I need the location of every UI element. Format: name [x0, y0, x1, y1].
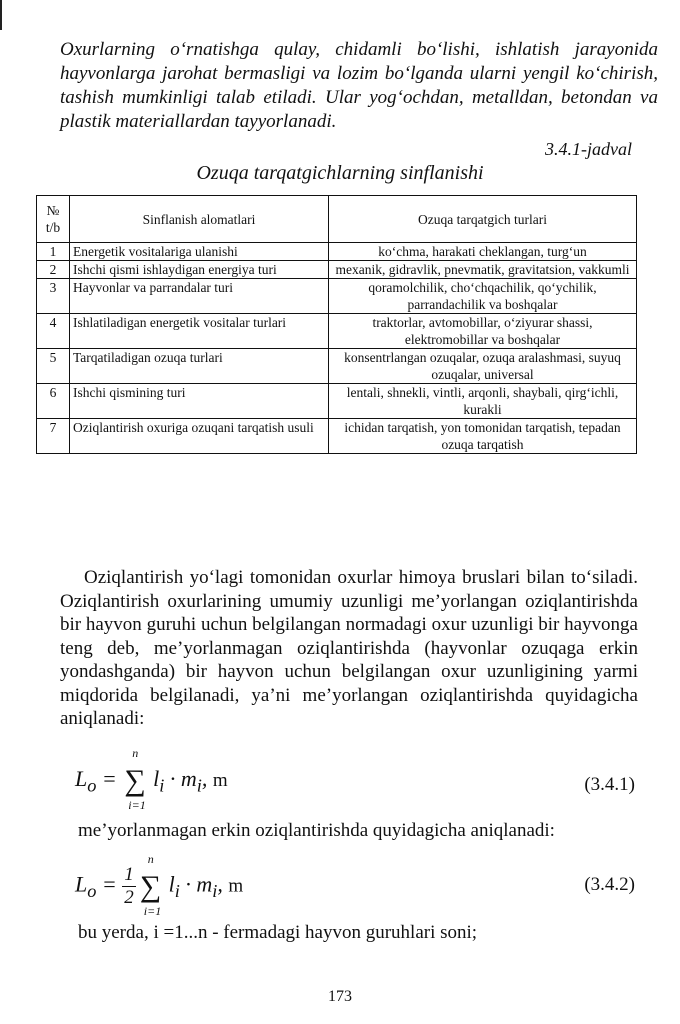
page-edge-mark [0, 0, 2, 30]
row-types: ko‘chma, harakati cheklangan, turg‘un [329, 243, 637, 261]
formula-3-4-1 [75, 746, 635, 822]
middle-line: me’yorlanmagan erkin oziqlantirishda quyidagicha aniqlanadi: [78, 820, 555, 841]
sum-upper-limit: n [132, 746, 139, 760]
row-feature: Hayvonlar va parrandalar turi [70, 279, 329, 314]
sum-upper-limit: n [147, 851, 154, 866]
row-feature: Ishlatiladigan energetik vositalar turlari [70, 314, 329, 349]
row-feature: Tarqatiladigan ozuqa turlari [70, 349, 329, 384]
table-header-row [37, 196, 637, 243]
row-types: mexanik, gidravlik, pnevmatik, gravitatsion, vakkumli [329, 261, 637, 279]
formula-number: (3.4.1) [584, 774, 635, 795]
classification-table [36, 195, 637, 454]
row-number: 5 [37, 349, 70, 384]
row-feature: Oziqlantirish oxuriga ozuqani tarqatish usuli [70, 419, 329, 454]
row-feature: Ishchi qismining turi [70, 384, 329, 419]
last-line: bu yerda, i =1...n - fermadagi hayvon guruhlari soni; [78, 922, 478, 943]
header-types: Ozuqa tarqatgich turlari [329, 196, 637, 243]
table-row [37, 384, 637, 419]
fraction-numerator: 1 [124, 864, 134, 885]
formula-unit: m [212, 770, 228, 792]
intro-paragraph [60, 38, 658, 134]
row-number: 2 [37, 261, 70, 279]
table-row [37, 314, 637, 349]
row-feature: Ishchi qismi ishlaydigan energiya turi [70, 261, 329, 279]
row-number: 1 [37, 243, 70, 261]
formula-unit: m [228, 875, 244, 897]
row-types: qoramolchilik, cho‘chqachilik, qo‘ychilik, parrandachilik va boshqalar [329, 279, 637, 314]
row-types: lentali, shnekli, vintli, arqonli, shaybali, qirg‘ichli, kurakli [329, 384, 637, 419]
row-number: 7 [37, 419, 70, 454]
row-number: 6 [37, 384, 70, 419]
row-feature: Energetik vositalariga ulanishi [70, 243, 329, 261]
page-number: 173 [328, 988, 352, 1005]
intro-text: Oxurlarning o‘rnatishga qulay, chidamli bo‘lishi, ishlatish jarayonida hayvonlarga jarohat bermasligi va lozim bo‘lganda ularni yengil ko‘chirish, tashish mumkinligi talab etiladi. Ular yog‘ochdan, metalldan, betondan va plastik materiallardan tayyorlanadi. [60, 39, 658, 132]
table-number: 3.4.1-jadval [545, 139, 632, 159]
table-row [37, 349, 637, 384]
header-number: № t/b [37, 196, 70, 243]
table-row [37, 419, 637, 454]
table-row [37, 261, 637, 279]
header-feature: Sinflanish alomatlari [70, 196, 329, 243]
row-types: ichidan tarqatish, yon tomonidan tarqatish, tepadan ozuqa tarqatish [329, 419, 637, 454]
row-number: 4 [37, 314, 70, 349]
row-number: 3 [37, 279, 70, 314]
row-types: konsentrlangan ozuqalar, ozuqa aralashmasi, suyuq ozuqalar, universal [329, 349, 637, 384]
sum-lower-limit: i=1 [128, 798, 146, 812]
formula-expression: $L_o$ = $\frac{1}{2}$ ∑ n i=1 $l_i \cdot m_i$, m [75, 851, 244, 918]
formula-number: (3.4.2) [584, 874, 635, 895]
body-paragraph [60, 566, 638, 731]
fraction-denominator: 2 [124, 887, 134, 908]
table-row [37, 279, 637, 314]
table-title: Ozuqa tarqatgichlarning sinflanishi [196, 162, 484, 184]
formula-expression: $L_o$ = ∑ n i=1 $l_i \cdot m_i$, m [75, 746, 228, 812]
sum-lower-limit: i=1 [143, 903, 162, 918]
row-types: traktorlar, avtomobillar, o‘ziyurar shassi, elektromobillar va boshqalar [329, 314, 637, 349]
sum-symbol: ∑ n i=1 [124, 746, 146, 812]
formula-3-4-2 [75, 852, 635, 922]
body-text: Oziqlantirish yo‘lagi tomonidan oxurlar himoya bruslari bilan to‘siladi. Oziqlantirish oxurlarining umumiy uzunligi me’yorlangan oziqlantirishda bir hayvon guruhi uchun belgilangan normadagi oxur uzunligi bir hayvonga teng deb, me’yorlanmagan oziqlantirishda (hayvonlar ozuqaga erkin yondashganda) bir hayvon uchun belgilangan oxur uzunligining yarmi miqdorida belgilanadi, ya’ni me’yorlangan oziqlantirishda quyidagicha aniqlanadi: [60, 567, 638, 729]
fraction [122, 864, 136, 909]
sum-symbol: ∑ n i=1 [139, 851, 162, 918]
table-row [37, 243, 637, 261]
